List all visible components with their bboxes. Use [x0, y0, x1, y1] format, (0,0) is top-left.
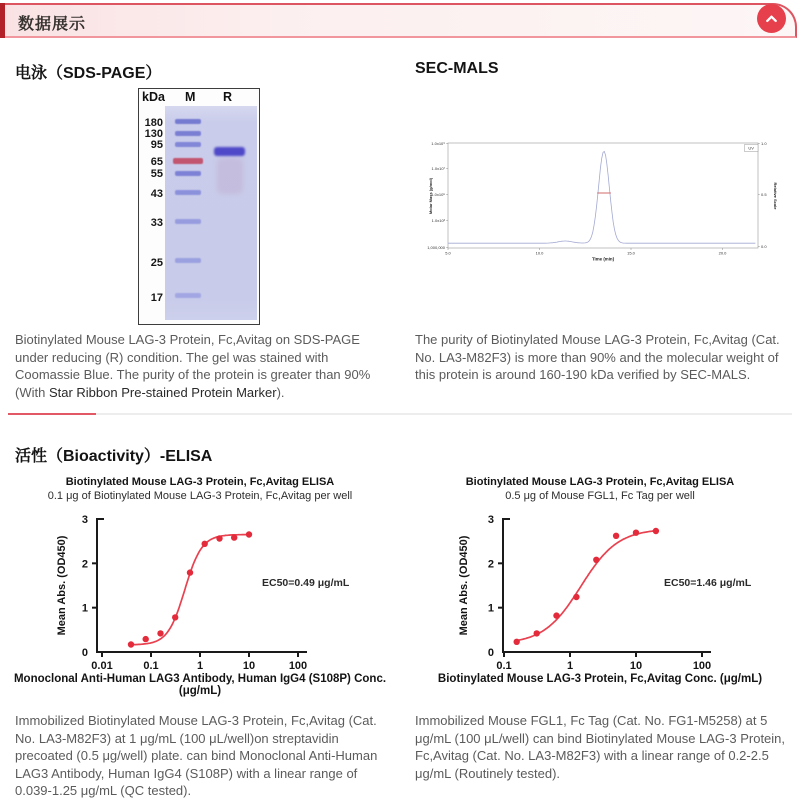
- data-point: [202, 541, 208, 547]
- gel-marker-label: 95: [150, 139, 163, 151]
- svg-text:1: 1: [196, 660, 204, 670]
- data-point: [172, 614, 178, 620]
- elisa-left-title: Biotinylated Mouse LAG-3 Protein, Fc,Avitag ELISA: [65, 476, 335, 488]
- svg-text:5.0: 5.0: [445, 250, 451, 256]
- gel-marker-label: 130: [144, 128, 163, 140]
- ec50-annotation: EC50=0.49 μg/mL: [262, 577, 350, 589]
- elisa-left-chart: [15, 505, 395, 670]
- elisa-y-axis-title: Mean Abs. (OD450): [458, 535, 470, 636]
- elisa-right-chart: [410, 505, 795, 670]
- fit-curve: [131, 535, 249, 645]
- gel-marker-label: 33: [150, 217, 163, 229]
- gel-unit-label: kDa: [142, 90, 165, 104]
- data-point: [534, 630, 540, 636]
- elisa-right-subtitle: 0.5 μg of Mouse FGL1, Fc Tag per well: [505, 490, 695, 502]
- gel-lane-r-label: R: [223, 90, 233, 104]
- svg-text:3: 3: [487, 514, 494, 526]
- sds-page-section-title: 电泳（SDS-PAGE）: [15, 65, 162, 82]
- data-point: [246, 531, 252, 537]
- svg-text:100: 100: [692, 660, 712, 670]
- svg-text:0.1: 0.1: [496, 660, 512, 670]
- sec-left-axis-title: Molar Mass (g/mol): [428, 177, 433, 215]
- gel-marker-label: 17: [150, 292, 163, 304]
- svg-text:0: 0: [81, 647, 88, 659]
- gel-sample-smear: [217, 158, 243, 194]
- svg-text:10.0: 10.0: [535, 250, 544, 256]
- svg-text:1.0x10³: 1.0x10³: [431, 218, 445, 223]
- svg-text:1.0x10⁷: 1.0x10⁷: [431, 166, 445, 171]
- elisa-right-xlabel: Biotinylated Mouse LAG-3 Protein, Fc,Avitag Conc. (μg/mL): [437, 673, 763, 685]
- back-to-top-button[interactable]: [757, 4, 786, 33]
- gel-marker-label: 65: [150, 156, 163, 168]
- gel-marker-band: [175, 131, 201, 136]
- gel-marker-band: [175, 190, 201, 195]
- elisa-left-caption: Immobilized Biotinylated Mouse LAG-3 Protein, Fc,Avitag (Cat. No. LA3-M82F3) at 1 μg/mL (100 μL/well)on streptavidin precoated (0.5 μg/well) plate. can bind Monoclonal Anti-Human LAG3 Antibody, Human IgG4 (S108P) with a linear range of 0.039-1.25 μg/mL (QC tested).: [15, 713, 378, 799]
- elisa-left-xlabel: Monoclonal Anti-Human LAG3 Antibody, Human IgG4 (S108P) Conc. (μg/mL): [13, 673, 387, 697]
- bioactivity-section-title: 活性（Bioactivity）-ELISA: [15, 448, 213, 465]
- svg-text:3: 3: [81, 514, 88, 526]
- elisa-left-subtitle: 0.1 μg of Biotinylated Mouse LAG-3 Protein, Fc,Avitag per well: [47, 490, 353, 502]
- gel-marker-band: [173, 158, 203, 164]
- data-point: [157, 630, 163, 636]
- section-title-bar: [0, 3, 797, 38]
- svg-text:10: 10: [242, 660, 256, 670]
- sec-mals-caption: The purity of Biotinylated Mouse LAG-3 Protein, Fc,Avitag (Cat. No. LA3-M82F3) is more than 90% and the molecular weight of this protein is around 160-190 kDa verified by SEC-MALS.: [415, 332, 780, 383]
- title-bar-accent: [0, 3, 5, 38]
- svg-text:0: 0: [487, 647, 494, 659]
- sec-legend-uv: UV: [748, 145, 754, 151]
- sds-page-gel-image: [138, 88, 260, 325]
- sec-right-axis-title: Relative Scale: [773, 182, 778, 210]
- gel-lanes-area: [165, 106, 257, 320]
- section-divider: [8, 413, 792, 415]
- ec50-annotation: EC50=1.46 μg/mL: [664, 577, 752, 589]
- gel-marker-label: 43: [150, 188, 163, 200]
- caption-marker-name: Star Ribbon Pre-stained Protein Marker: [48, 384, 277, 400]
- svg-text:15.0: 15.0: [627, 250, 635, 256]
- sec-mals-chart: [420, 136, 798, 271]
- svg-text:1.0x10⁵: 1.0x10⁵: [431, 192, 445, 197]
- fit-curve: [517, 531, 656, 641]
- data-point: [216, 535, 222, 541]
- gel-marker-label: 25: [150, 257, 163, 269]
- chevron-up-icon: [763, 10, 780, 28]
- elisa-y-axis-title: Mean Abs. (OD450): [56, 535, 68, 636]
- gel-marker-band: [175, 219, 201, 224]
- svg-text:1,000,000: 1,000,000: [427, 245, 445, 250]
- data-point: [143, 636, 149, 642]
- data-point: [653, 528, 659, 534]
- gel-sample-band: [214, 147, 245, 156]
- svg-text:2: 2: [81, 558, 88, 571]
- gel-marker-band: [175, 171, 201, 176]
- svg-text:10: 10: [629, 660, 643, 670]
- svg-text:1: 1: [487, 602, 494, 615]
- sec-mals-section-title: SEC-MALS: [415, 60, 499, 77]
- gel-marker-band: [175, 142, 201, 147]
- svg-text:1.0x10⁹: 1.0x10⁹: [431, 141, 445, 146]
- caption-text-end: ).: [276, 384, 285, 400]
- data-point: [187, 569, 193, 575]
- svg-text:0.01: 0.01: [91, 660, 113, 670]
- page-title: 数据展示: [18, 16, 87, 33]
- svg-text:1: 1: [81, 602, 88, 615]
- sds-page-caption: [15, 331, 391, 401]
- svg-text:100: 100: [288, 660, 308, 670]
- elisa-right-title: Biotinylated Mouse LAG-3 Protein, Fc,Avitag ELISA: [465, 476, 735, 488]
- gel-marker-label: 180: [144, 117, 163, 129]
- svg-text:1: 1: [566, 660, 574, 670]
- gel-marker-band: [175, 293, 201, 298]
- svg-text:0.1: 0.1: [143, 660, 159, 670]
- gel-lane-m-label: M: [185, 90, 196, 104]
- data-point: [553, 612, 559, 618]
- divider-red-segment: [8, 413, 96, 415]
- svg-text:0.0: 0.0: [761, 244, 767, 249]
- caption-text: Biotinylated Mouse LAG-3 Protein, Fc,Avitag on SDS-PAGE under reducing (R) condition. The gel was stained with Coomassie Blue. The purity of the protein is greater than 90% (With: [15, 332, 371, 400]
- svg-text:1.0: 1.0: [761, 141, 767, 146]
- data-point: [231, 534, 237, 540]
- data-point: [593, 557, 599, 563]
- gel-marker-label: 55: [150, 168, 163, 180]
- sec-uv-trace: [448, 151, 755, 243]
- gel-marker-band: [175, 258, 201, 263]
- svg-text:20.0: 20.0: [718, 250, 727, 256]
- svg-text:2: 2: [487, 558, 494, 571]
- sec-x-axis-title: Time (min): [591, 256, 615, 262]
- data-point: [573, 594, 579, 600]
- data-point: [633, 530, 639, 536]
- elisa-right-caption: Immobilized Mouse FGL1, Fc Tag (Cat. No. FG1-M5258) at 5 μg/mL (100 μL/well) can bind Biotinylated Mouse LAG-3 Protein, Fc,Avitag (Cat. No. LA3-M82F3) with a linear range of 0.2-2.5 μg/mL (Routinely tested).: [415, 713, 786, 781]
- data-point: [128, 641, 134, 647]
- data-point: [514, 639, 520, 645]
- data-point: [613, 533, 619, 539]
- gel-marker-band: [175, 119, 201, 124]
- svg-text:0.5: 0.5: [761, 192, 767, 197]
